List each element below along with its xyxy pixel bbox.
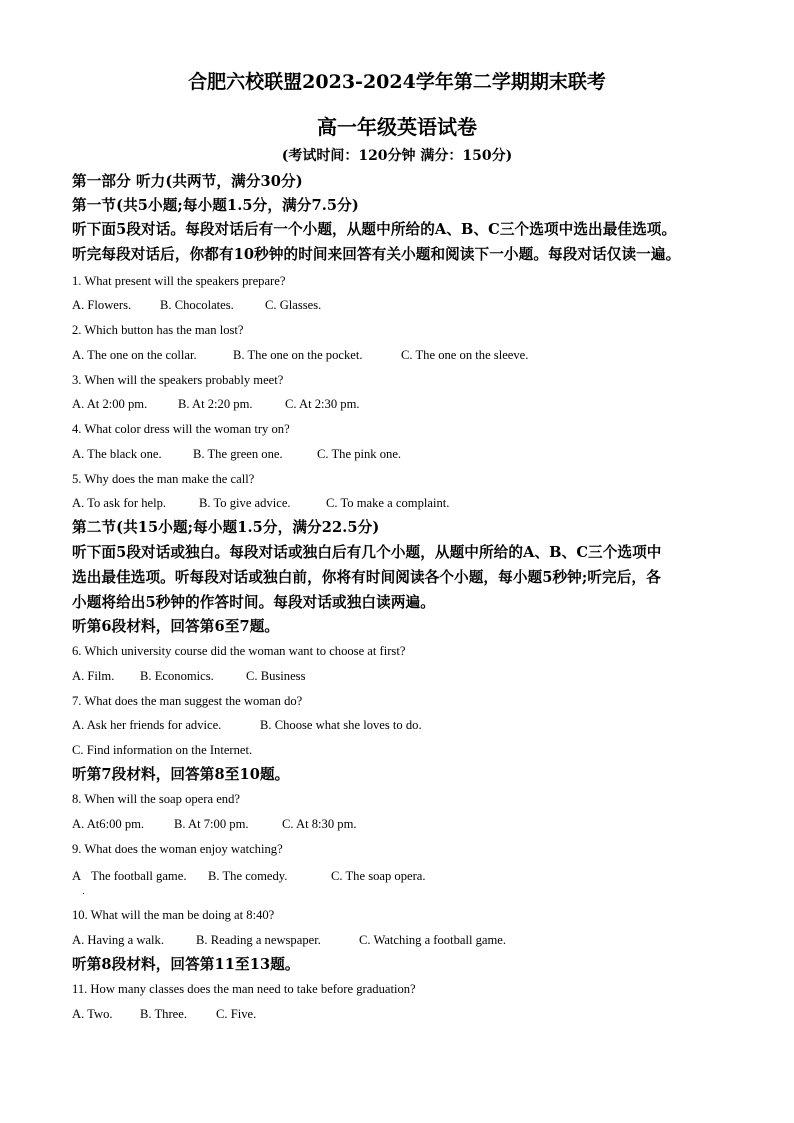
option-c: C. The pink one. (317, 447, 402, 461)
question-2-stem: 2. Which button has the man lost? (72, 323, 244, 337)
option-a: A. Flowers. (72, 298, 132, 312)
option-a: A. At6:00 pm. (72, 817, 145, 831)
question-5-options (72, 495, 450, 511)
question-10-stem: 10. What will the man be doing at 8:40? (72, 908, 275, 922)
section2-instructions-2: 选出最佳选项。听每段对话或独白前，你将有时间阅读各个小题，每小题5秒钟;听完后，各 (72, 569, 661, 586)
question-7-options (72, 717, 422, 733)
option-b: B. The one on the pocket. (233, 348, 363, 362)
question-9-stem: 9. What does the woman enjoy watching? (72, 842, 283, 856)
option-a-letter: A (72, 869, 82, 883)
stray-dot: . (82, 887, 85, 897)
option-c: C. The one on the sleeve. (401, 348, 529, 362)
option-b: B. The comedy. (208, 869, 288, 883)
question-4-options (72, 446, 402, 462)
option-b: B. At 2:20 pm. (178, 397, 253, 411)
option-a: A. Two. (72, 1007, 113, 1021)
option-b: B. Reading a newspaper. (196, 933, 321, 947)
question-3-options (72, 396, 360, 412)
exam-title: 合肥六校联盟2023-2024学年第二学期期末联考 (188, 71, 606, 93)
option-c: C. Business (246, 669, 306, 683)
material-6-heading: 听第6段材料，回答第6至7题。 (72, 618, 280, 635)
option-c: C. Watching a football game. (359, 933, 507, 947)
option-b: B. Three. (140, 1007, 187, 1021)
option-a: A. At 2:00 pm. (72, 397, 148, 411)
question-3-stem: 3. When will the speakers probably meet? (72, 373, 284, 387)
option-c: C. At 8:30 pm. (282, 817, 357, 831)
question-7-stem: 7. What does the man suggest the woman do? (72, 694, 303, 708)
option-b: B. At 7:00 pm. (174, 817, 249, 831)
section1-instructions-1: 听下面5段对话。每段对话后有一个小题，从题中所给的A、B、C三个选项中选出最佳选项。 (72, 221, 677, 238)
option-a: A. Having a walk. (72, 933, 164, 947)
exam-subtitle: 高一年级英语试卷 (317, 115, 477, 139)
option-b: B. To give advice. (199, 496, 291, 510)
option-a: A. Film. (72, 669, 115, 683)
section2-instructions-1: 听下面5段对话或独白。每段对话或独白后有几个小题，从题中所给的A、B、C三个选项中 (72, 544, 662, 561)
option-a: A. The one on the collar. (72, 348, 197, 362)
option-c: C. Five. (216, 1007, 257, 1021)
option-a: A. Ask her friends for advice. (72, 718, 222, 732)
question-9-options (72, 868, 426, 884)
option-b: B. Chocolates. (160, 298, 234, 312)
section2-instructions-3: 小题将给出5秒钟的作答时间。每段对话或独白读两遍。 (72, 594, 435, 611)
question-8-stem: 8. When will the soap opera end? (72, 792, 240, 806)
question-11-options (72, 1006, 257, 1022)
option-c: C. The soap opera. (331, 869, 426, 883)
question-5-stem: 5. Why does the man make the call? (72, 472, 255, 486)
part1-heading: 第一部分 听力(共两节，满分30分) (72, 173, 303, 190)
question-10-options (72, 932, 507, 948)
section2-heading: 第二节(共15小题;每小题1.5分，满分22.5分) (72, 519, 380, 536)
option-c: C. Glasses. (265, 298, 322, 312)
question-1-options (72, 297, 322, 313)
material-7-heading: 听第7段材料，回答第8至10题。 (72, 766, 290, 783)
option-b: B. Choose what she loves to do. (260, 718, 422, 732)
exam-info: (考试时间：120分钟 满分：150分) (281, 148, 513, 164)
section1-instructions-2: 听完每段对话后，你都有10秒钟的时间来回答有关小题和阅读下一小题。每段对话仅读一遍。 (72, 246, 681, 263)
question-2-options (72, 347, 529, 363)
material-8-heading: 听第8段材料，回答第11至13题。 (72, 956, 300, 973)
option-b: B. The green one. (193, 447, 283, 461)
option-a: A. To ask for help. (72, 496, 167, 510)
question-1-stem: 1. What present will the speakers prepare? (72, 274, 286, 288)
option-b: B. Economics. (140, 669, 214, 683)
option-a-text: The football game. (91, 869, 187, 883)
question-11-stem: 11. How many classes does the man need to take before graduation? (72, 982, 416, 996)
question-4-stem: 4. What color dress will the woman try on? (72, 422, 290, 436)
question-8-options (72, 816, 357, 832)
option-a: A. The black one. (72, 447, 162, 461)
question-6-options (72, 668, 306, 684)
question-6-stem: 6. Which university course did the woman want to choose at first? (72, 644, 406, 658)
question-7-option-c: C. Find information on the Internet. (72, 743, 253, 757)
section1-heading: 第一节(共5小题;每小题1.5分，满分7.5分) (72, 197, 359, 214)
option-c: C. To make a complaint. (326, 496, 450, 510)
option-c: C. At 2:30 pm. (285, 397, 360, 411)
